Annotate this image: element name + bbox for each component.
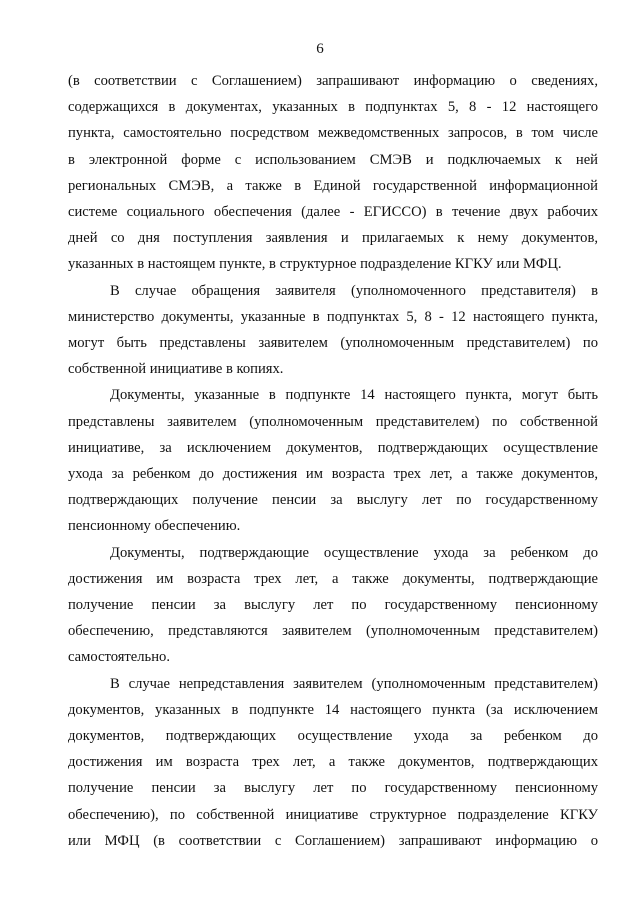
paragraph-childcare-pension-documents	[68, 540, 598, 671]
text-line: представлены заявителем (уполномоченным представителем) по собственной	[68, 413, 598, 430]
text-line: получение пенсии за выслугу лет по государственному пенсионному	[68, 597, 598, 614]
text-line: документов, указанных в подпункте 14 настоящего пункта (за исключением	[68, 701, 598, 718]
text-line: обеспечению, представляются заявителем (уполномоченным представителем)	[68, 623, 598, 640]
text-line: пункта, самостоятельно посредством межведомственных запросов, в том числе	[68, 125, 598, 142]
paragraph-subpoint-14-documents	[68, 382, 598, 539]
text-line: инициативе, за исключением документов, подтверждающих осуществление	[68, 439, 598, 456]
text-line: региональных СМЭВ, а также в Единой государственной информационной	[68, 177, 598, 194]
text-line: ухода за ребенком до достижения им возраста трех лет, а также документов,	[68, 466, 598, 483]
document-body	[68, 68, 598, 854]
text-line: достижения им возраста трех лет, а также документов, подтверждающих	[68, 754, 598, 771]
text-line: обеспечению), по собственной инициативе структурное подразделение КГКУ	[68, 806, 598, 823]
text-line: самостоятельно.	[68, 649, 170, 666]
text-line: Документы, подтверждающие осуществление ухода за ребенком до	[110, 544, 598, 561]
text-line: собственной инициативе в копиях.	[68, 361, 284, 378]
text-line: В случае непредставления заявителем (уполномоченным представителем)	[110, 675, 598, 692]
paragraph-continuation	[68, 68, 598, 278]
text-line: пенсионному обеспечению.	[68, 518, 241, 535]
text-line: в электронной форме с использованием СМЭВ и подключаемых к ней	[68, 151, 598, 168]
text-line: министерство документы, указанные в подпунктах 5, 8 - 12 настоящего пункта,	[68, 308, 598, 325]
paragraph-non-submission	[68, 671, 598, 854]
text-line: Документы, указанные в подпункте 14 настоящего пункта, могут быть	[110, 387, 598, 404]
page-number: 6	[316, 41, 324, 57]
text-line: могут быть представлены заявителем (уполномоченным представителем) по	[68, 335, 598, 352]
text-line: содержащихся в документах, указанных в подпунктах 5, 8 - 12 настоящего	[68, 99, 598, 116]
text-line: или МФЦ (в соответствии с Соглашением) запрашивают информацию о	[68, 832, 598, 849]
text-line: системе социального обеспечения (далее - ЕГИССО) в течение двух рабочих	[68, 204, 598, 221]
text-line: указанных в настоящем пункте, в структурное подразделение КГКУ или МФЦ.	[68, 256, 562, 273]
text-line: дней со дня поступления заявления и прилагаемых к нему документов,	[68, 230, 598, 247]
text-line: документов, подтверждающих осуществление ухода за ребенком до	[68, 728, 598, 745]
text-line: достижения им возраста трех лет, а также документы, подтверждающие	[68, 570, 598, 587]
paragraph-ministry-documents	[68, 278, 598, 383]
text-line: подтверждающих получение пенсии за выслугу лет по государственному	[68, 492, 598, 509]
text-line: В случае обращения заявителя (уполномоченного представителя) в	[110, 282, 598, 299]
text-line: получение пенсии за выслугу лет по государственному пенсионному	[68, 780, 598, 797]
text-line: (в соответствии с Соглашением) запрашивают информацию о сведениях,	[68, 73, 598, 89]
